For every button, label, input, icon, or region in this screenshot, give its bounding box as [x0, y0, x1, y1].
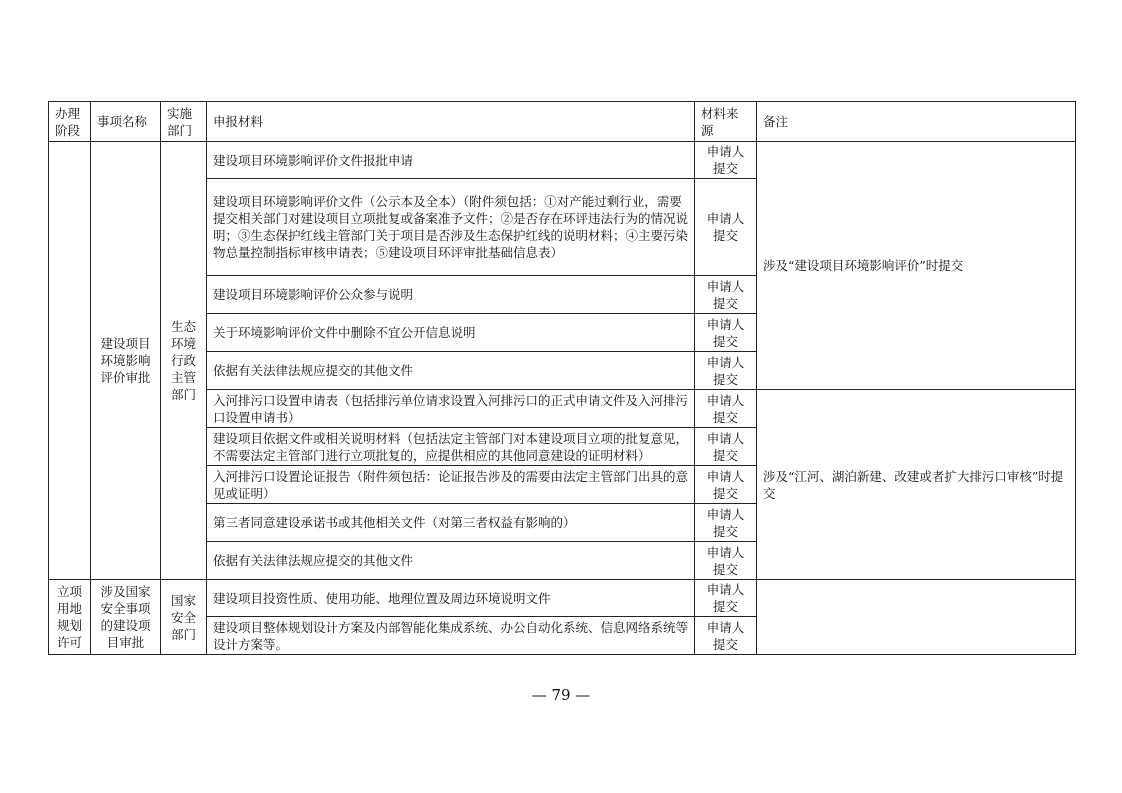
source-cell: 申请人提交	[695, 466, 757, 504]
approval-materials-table	[48, 101, 1076, 655]
source-cell: 申请人提交	[695, 276, 757, 314]
material-cell: 依据有关法律法规应提交的其他文件	[207, 352, 695, 390]
remark-cell: 涉及“建设项目环境影响评价”时提交	[757, 142, 1076, 390]
source-cell: 申请人提交	[695, 314, 757, 352]
source-cell: 申请人提交	[695, 580, 757, 617]
material-cell: 建设项目环境影响评价文件（公示本及全本）（附件须包括：①对产能过剩行业，需要提交相关部门对建设项目立项批复或备案准予文件；②是否存在环评违法行为的情况说明；③生态保护红线主管部门关于项目是否涉及生态保护红线的说明材料；④主要污染物总量控制指标审核申请表；⑤建设项目环评审批基础信息表）	[207, 179, 695, 276]
source-cell: 申请人提交	[695, 504, 757, 542]
source-cell: 申请人提交	[695, 352, 757, 390]
header-department: 实施部门	[161, 102, 207, 142]
material-cell: 入河排污口设置论证报告（附件须包括：论证报告涉及的需要由法定主管部门出具的意见或证明）	[207, 466, 695, 504]
remark-cell	[757, 580, 1076, 655]
table-row	[49, 580, 1076, 617]
page-number: — 79 —	[531, 686, 591, 704]
header-remarks: 备注	[757, 102, 1076, 142]
header-source: 材料来源	[695, 102, 757, 142]
material-cell: 建设项目整体规划设计方案及内部智能化集成系统、办公自动化系统、信息网络系统等设计方案等。	[207, 617, 695, 655]
material-cell: 依据有关法律法规应提交的其他文件	[207, 542, 695, 580]
source-cell: 申请人提交	[695, 142, 757, 179]
header-materials: 申报材料	[207, 102, 695, 142]
source-cell: 申请人提交	[695, 428, 757, 466]
material-cell: 第三者同意建设承诺书或其他相关文件（对第三者权益有影响的）	[207, 504, 695, 542]
table-header-row	[49, 102, 1076, 142]
material-cell: 入河排污口设置申请表（包括排污单位请求设置入河排污口的正式申请文件及入河排污口设置申请书）	[207, 390, 695, 428]
header-item-name: 事项名称	[91, 102, 161, 142]
remark-cell: 涉及“江河、湖泊新建、改建或者扩大排污口审核”时提交	[757, 390, 1076, 580]
material-cell: 建设项目投资性质、使用功能、地理位置及周边环境说明文件	[207, 580, 695, 617]
source-cell: 申请人提交	[695, 617, 757, 655]
source-cell: 申请人提交	[695, 179, 757, 276]
material-cell: 建设项目环境影响评价公众参与说明	[207, 276, 695, 314]
material-cell: 关于环境影响评价文件中删除不宜公开信息说明	[207, 314, 695, 352]
stage-cell-empty	[49, 142, 91, 580]
department-cell: 生态环境行政主管部门	[161, 142, 207, 580]
stage-cell: 立项用地规划许可	[49, 580, 91, 655]
material-cell: 建设项目环境影响评价文件报批申请	[207, 142, 695, 179]
item-name-cell: 建设项目环境影响评价审批	[91, 142, 161, 580]
source-cell: 申请人提交	[695, 542, 757, 580]
item-name-cell: 涉及国家安全事项的建设项目审批	[91, 580, 161, 655]
header-stage: 办理阶段	[49, 102, 91, 142]
source-cell: 申请人提交	[695, 390, 757, 428]
department-cell: 国家安全部门	[161, 580, 207, 655]
table-row	[49, 142, 1076, 179]
material-cell: 建设项目依据文件或相关说明材料（包括法定主管部门对本建设项目立项的批复意见，不需要法定主管部门进行立项批复的，应提供相应的其他同意建设的证明材料）	[207, 428, 695, 466]
